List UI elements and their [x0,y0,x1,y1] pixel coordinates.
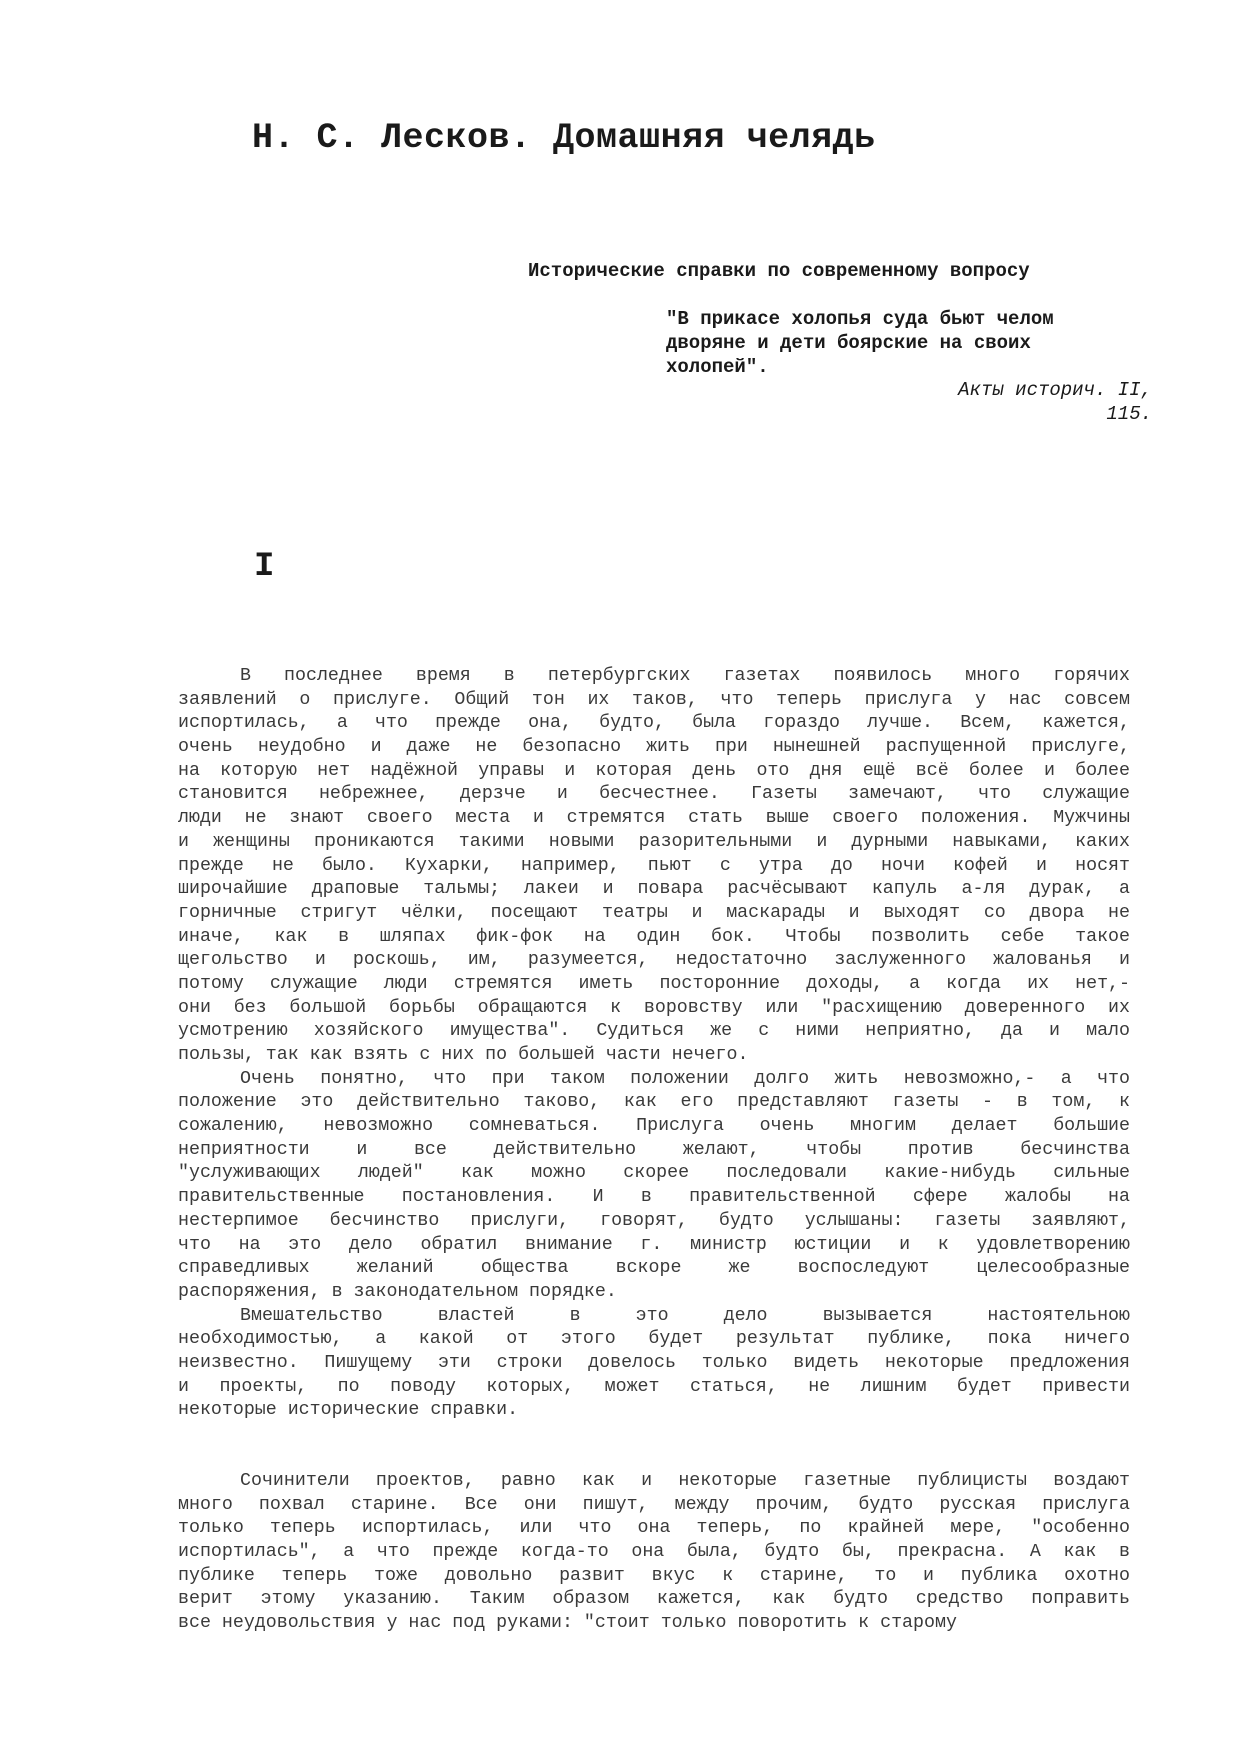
document-subtitle: Исторические справки по современному вопросу [528,260,1030,282]
epigraph-line: дворяне и дети боярские на своих [666,332,1031,354]
text-line: необходимостью, а какой от этого будет результат публике, пока ничего [178,1329,1130,1350]
epigraph-source-line: Акты историч. II, [958,379,1152,401]
epigraph [666,307,1166,379]
epigraph-line: холопей". [666,356,769,378]
text-line: люди не знают своего места и стремятся стать выше своего положения. Мужчины [178,808,1130,829]
text-line: Вмешательство властей в это дело вызывается настоятельною [240,1305,1130,1326]
text-line: горничные стригут чёлки, посещают театры и маскарады и выходят со двора не [178,902,1130,923]
text-line: только теперь испортилась, или что она теперь, по крайней мере, "особенно [178,1518,1130,1539]
text-line: правительственные постановления. И в правительственной сфере жалобы на [178,1187,1130,1208]
chapter-heading: I [254,548,275,586]
text-line: широчайшие драповые тальмы; лакеи и повара расчёсывают капуль а-ля дурак, а [178,879,1130,900]
epigraph-source [900,378,1152,426]
text-line: испортилась", а что прежде когда-то она была, будто бы, прекрасна. А как в [178,1542,1130,1563]
text-line: В последнее время в петербургских газетах появилось много горячих [240,666,1130,686]
text-line: заявлений о прислуге. Общий тон их таков, что теперь прислуга у нас совсем [178,689,1130,710]
text-line: положение это действительно таково, как его представляют газеты - в том, к [178,1092,1130,1113]
text-line: сожалению, невозможно сомневаться. Прислуга очень многим делает большие [178,1116,1130,1137]
text-line: публике теперь тоже довольно развит вкус к старине, то и публика охотно [178,1565,1130,1586]
text-line: неприятности и все действительно желают, чтобы против бесчинства [178,1139,1130,1160]
text-line: "услуживающих людей" как можно скорее последовали какие-нибудь сильные [178,1163,1130,1184]
text-line: Сочинители проектов, равно как и некоторые газетные публицисты воздают [240,1471,1130,1491]
text-line: иначе, как в шляпах фик-фок на один бок. Чтобы позволить себе такое [178,926,1130,947]
text-line: они без большой борьбы обращаются к воровству или "расхищению доверенного их [178,997,1130,1018]
text-line: что на это дело обратил внимание г. министр юстиции и к удовлетворению [178,1234,1130,1255]
text-line: и женщины проникаются такими новыми разорительными и дурными навыками, каких [178,831,1130,852]
document-title: Н. С. Лесков. Домашняя челядь [252,118,876,158]
text-line: на которую нет надёжной управы и которая день ото дня ещё всё более и более [178,760,1130,781]
epigraph-line: "В прикасе холопья суда бьют челом [666,308,1054,330]
text-line: нестерпимое бесчинство прислуги, говорят, будто услышаны: газеты заявляют, [178,1210,1130,1231]
text-line: Очень понятно, что при таком положении долго жить невозможно,- а что [240,1068,1130,1089]
text-line: прежде не было. Кухарки, например, пьют с утра до ночи кофей и носят [178,855,1130,876]
text-line: усмотрению хозяйского имущества". Судиться же с ними неприятно, да и мало [178,1021,1130,1042]
text-line: распоряжения, в законодательном порядке. [178,1281,617,1302]
text-line: щегольство и роскошь, им, разумеется, недостаточно заслуженного жалованья и [178,950,1130,971]
paragraph [178,1470,1130,1636]
body-text-section-1 [178,665,1130,1423]
text-line: много похвал старине. Все они пишут, между прочим, будто русская прислуга [178,1494,1130,1515]
text-line: все неудовольствия у нас под руками: "стоит только поворотить к старому [178,1613,957,1634]
text-line: некоторые исторические справки. [178,1400,519,1421]
paragraph [178,665,1130,1068]
text-line: испортилась, а что прежде она, будто, была гораздо лучше. Всем, кажется, [178,713,1130,734]
paragraph [178,1305,1130,1423]
text-line: и проекты, по поводу которых, может статься, не лишним будет привести [178,1376,1130,1397]
text-line: потому служащие люди стремятся иметь посторонние доходы, а когда их нет,- [178,973,1130,994]
paragraph [178,1068,1130,1305]
text-line: верит этому указанию. Таким образом кажется, как будто средство поправить [178,1589,1130,1610]
text-line: неизвестно. Пишущему эти строки довелось только видеть некоторые предложения [178,1352,1130,1373]
text-line: справедливых желаний общества вскоре же воспоследуют целесообразные [178,1258,1130,1279]
epigraph-source-line: 115. [1106,403,1152,425]
text-line: пользы, так как взять с них по большей части нечего. [178,1045,749,1065]
text-line: становится небрежнее, дерзче и бесчестнее. Газеты замечают, что служащие [178,784,1130,805]
body-text-section-2 [178,1470,1130,1636]
text-line: очень неудобно и даже не безопасно жить при нынешней распущенной прислуге, [178,737,1130,758]
